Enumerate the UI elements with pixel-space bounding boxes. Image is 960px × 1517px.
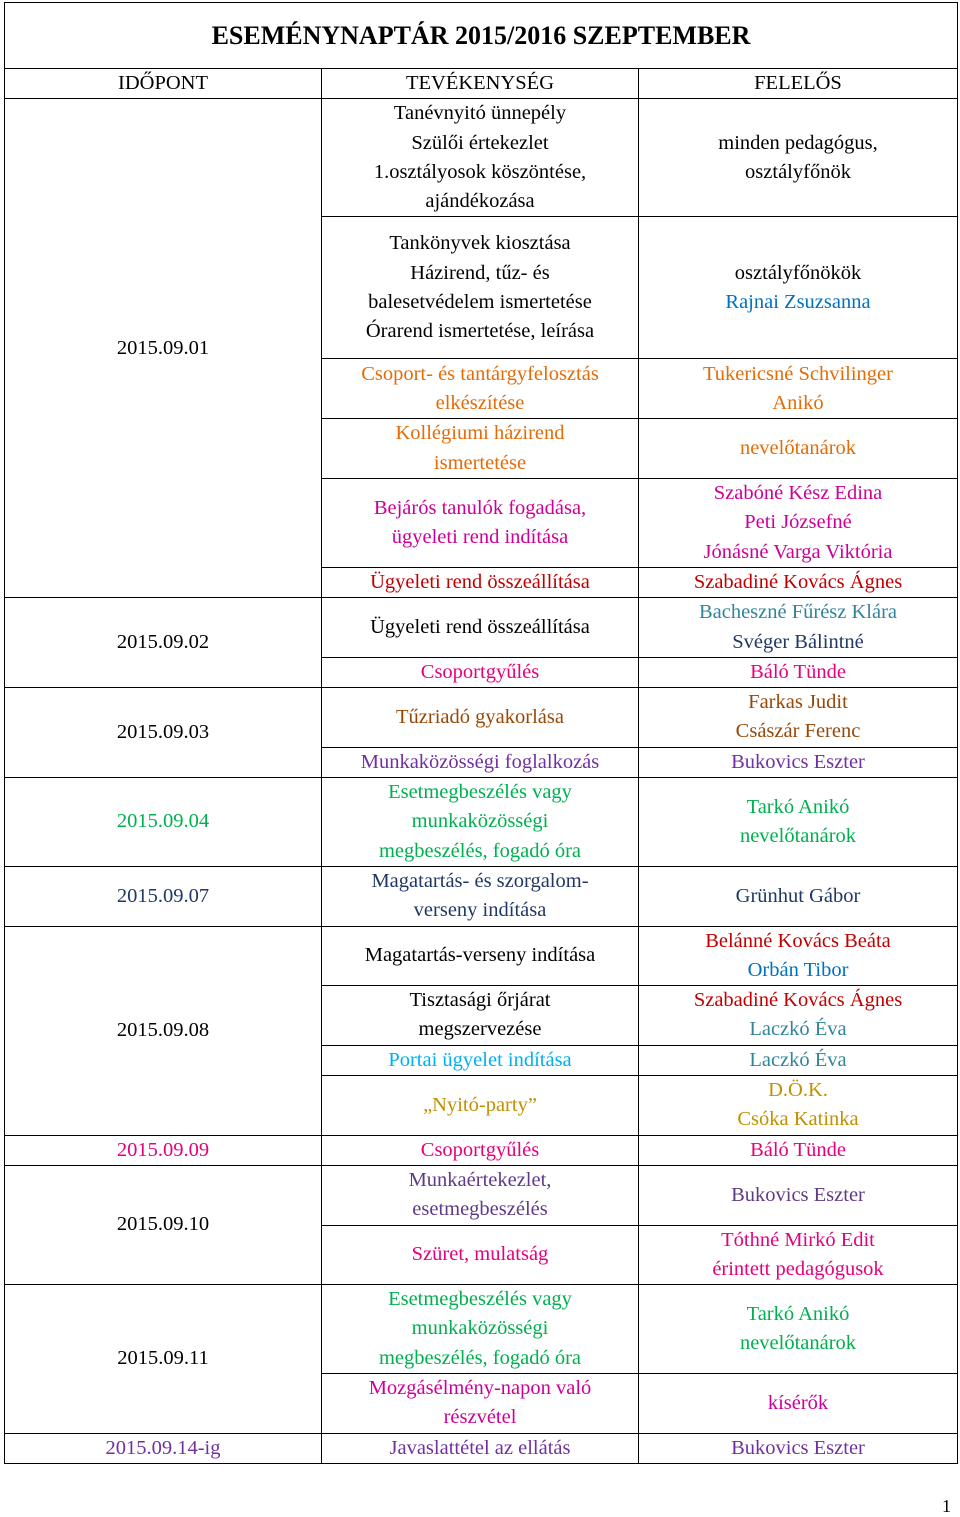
text-line: Tarkó Anikó bbox=[746, 795, 850, 818]
text-line: munkaközösségi bbox=[411, 810, 549, 833]
text-line: Munkaértekezlet, bbox=[408, 1168, 552, 1191]
page-number: 1 bbox=[942, 1496, 951, 1516]
text-line: Ügyeleti rend összeállítása bbox=[370, 615, 590, 638]
text-line: Magatartás- és szorgalom- bbox=[371, 869, 589, 892]
responsible-cell bbox=[639, 1135, 958, 1165]
text-line: Szabadiné Kovács Ágnes bbox=[693, 989, 903, 1012]
date-cell: 2015.09.02 bbox=[5, 598, 322, 688]
text-line: nevelőtanárok bbox=[739, 437, 857, 460]
text-line: Belánné Kovács Beáta bbox=[705, 929, 891, 952]
responsible-cell bbox=[639, 479, 958, 568]
text-line: 1.osztályosok köszöntése, bbox=[373, 160, 587, 183]
date-cell: 2015.09.09 bbox=[5, 1135, 322, 1165]
activity-cell bbox=[322, 1433, 639, 1463]
text-line: Svéger Bálintné bbox=[732, 630, 864, 653]
text-line: Tankönyvek kiosztása bbox=[389, 232, 571, 255]
responsible-cell bbox=[639, 926, 958, 986]
responsible-cell bbox=[639, 1225, 958, 1285]
activity-cell bbox=[322, 99, 639, 217]
text-line: Házirend, tűz- és bbox=[410, 261, 550, 284]
header-date: IDŐPONT bbox=[5, 69, 322, 99]
text-line: Tisztasági őrjárat bbox=[409, 989, 551, 1012]
responsible-cell bbox=[639, 1285, 958, 1374]
activity-cell bbox=[322, 419, 639, 479]
activity-cell bbox=[322, 1225, 639, 1285]
text-line: megbeszélés, fogadó óra bbox=[378, 839, 582, 862]
activity-cell bbox=[322, 747, 639, 777]
activity-cell bbox=[322, 688, 639, 748]
text-line: nevelőtanárok bbox=[739, 824, 857, 847]
event-calendar-table bbox=[4, 2, 958, 1464]
date-cell: 2015.09.11 bbox=[5, 1285, 322, 1433]
text-line: Csoport- és tantárgyfelosztás bbox=[361, 362, 599, 385]
activity-cell bbox=[322, 1045, 639, 1075]
activity-cell bbox=[322, 1165, 639, 1225]
text-line: „Nyitó-party” bbox=[423, 1093, 537, 1116]
text-line: nevelőtanárok bbox=[739, 1332, 857, 1355]
text-line: megszervezése bbox=[418, 1018, 542, 1041]
text-line: Órarend ismertetése, leírása bbox=[365, 320, 595, 343]
responsible-cell bbox=[639, 567, 958, 597]
text-line: Csoportgyűlés bbox=[420, 1138, 540, 1161]
text-line: Farkas Judit bbox=[748, 691, 848, 714]
responsible-cell bbox=[639, 688, 958, 748]
activity-cell bbox=[322, 359, 639, 419]
responsible-cell bbox=[639, 747, 958, 777]
text-line: érintett pedagógusok bbox=[712, 1257, 884, 1280]
activity-cell bbox=[322, 1373, 639, 1433]
text-line: Munkaközösségi foglalkozás bbox=[360, 750, 600, 773]
text-line: osztályfőnök bbox=[745, 160, 851, 183]
date-cell: 2015.09.10 bbox=[5, 1165, 322, 1284]
calendar-title: ESEMÉNYNAPTÁR 2015/2016 SZEPTEMBER bbox=[5, 3, 958, 69]
responsible-cell bbox=[639, 657, 958, 687]
date-cell: 2015.09.01 bbox=[5, 99, 322, 598]
activity-cell bbox=[322, 1135, 639, 1165]
text-line: esetmegbeszélés bbox=[412, 1198, 548, 1221]
date-cell: 2015.09.04 bbox=[5, 778, 322, 867]
activity-cell bbox=[322, 926, 639, 986]
activity-cell bbox=[322, 598, 639, 658]
text-line: ügyeleti rend indítása bbox=[391, 526, 569, 549]
text-line: Peti Józsefné bbox=[744, 511, 852, 534]
text-line: Tűzriadó gyakorlása bbox=[396, 705, 564, 728]
date-cell: 2015.09.03 bbox=[5, 688, 322, 778]
text-line: elkészítése bbox=[435, 391, 525, 414]
responsible-cell bbox=[639, 1373, 958, 1433]
text-line: Rajnai Zsuzsanna bbox=[725, 290, 871, 313]
activity-cell bbox=[322, 567, 639, 597]
text-line: Szabóné Kész Edina bbox=[713, 482, 883, 505]
text-line: Tóthné Mirkó Edit bbox=[721, 1228, 875, 1251]
text-line: Portai ügyelet indítása bbox=[388, 1048, 572, 1071]
text-line: Javaslattétel az ellátás bbox=[389, 1436, 571, 1459]
text-line: Báló Tünde bbox=[750, 660, 846, 683]
text-line: Kollégiumi házirend bbox=[395, 422, 565, 445]
text-line: Császár Ferenc bbox=[735, 720, 861, 743]
activity-cell bbox=[322, 986, 639, 1046]
text-line: Mozgásélmény-napon való bbox=[368, 1376, 592, 1399]
text-line: Magatartás-verseny indítása bbox=[364, 944, 596, 967]
responsible-cell bbox=[639, 986, 958, 1046]
date-cell: 2015.09.08 bbox=[5, 926, 322, 1135]
text-line: Tanévnyitó ünnepély bbox=[393, 102, 567, 125]
text-line: Tarkó Anikó bbox=[746, 1302, 850, 1325]
text-line: Grünhut Gábor bbox=[735, 884, 861, 907]
responsible-cell bbox=[639, 1433, 958, 1463]
responsible-cell bbox=[639, 866, 958, 926]
text-line: ajándékozása bbox=[425, 190, 535, 213]
text-line: balesetvédelem ismertetése bbox=[368, 290, 592, 313]
activity-cell bbox=[322, 217, 639, 359]
responsible-cell bbox=[639, 778, 958, 867]
text-line: Anikó bbox=[772, 391, 824, 414]
responsible-cell bbox=[639, 217, 958, 359]
text-line: verseny indítása bbox=[413, 899, 547, 922]
text-line: Bukovics Eszter bbox=[731, 1436, 865, 1459]
activity-cell bbox=[322, 866, 639, 926]
text-line: Bukovics Eszter bbox=[731, 750, 865, 773]
responsible-cell bbox=[639, 598, 958, 658]
responsible-cell bbox=[639, 359, 958, 419]
text-line: Bukovics Eszter bbox=[731, 1183, 865, 1206]
text-line: Ügyeleti rend összeállítása bbox=[370, 570, 590, 593]
text-line: Jónásné Varga Viktória bbox=[703, 540, 893, 563]
text-line: részvétel bbox=[443, 1406, 517, 1429]
activity-cell bbox=[322, 479, 639, 568]
text-line: Csóka Katinka bbox=[737, 1108, 859, 1131]
responsible-cell bbox=[639, 419, 958, 479]
responsible-cell bbox=[639, 1045, 958, 1075]
header-responsible: FELELŐS bbox=[639, 69, 958, 99]
text-line: Szabadiné Kovács Ágnes bbox=[693, 570, 903, 593]
activity-cell bbox=[322, 1285, 639, 1374]
text-line: Báló Tünde bbox=[750, 1138, 846, 1161]
text-line: Szülői értekezlet bbox=[411, 131, 549, 154]
date-cell: 2015.09.07 bbox=[5, 866, 322, 926]
date-cell: 2015.09.14-ig bbox=[5, 1433, 322, 1463]
text-line: D.Ö.K. bbox=[768, 1079, 828, 1102]
responsible-cell bbox=[639, 1076, 958, 1136]
text-line: Orbán Tibor bbox=[747, 958, 849, 981]
text-line: Tukericsné Schvilinger bbox=[703, 362, 893, 385]
text-line: Csoportgyűlés bbox=[420, 660, 540, 683]
responsible-cell bbox=[639, 99, 958, 217]
text-line: megbeszélés, fogadó óra bbox=[378, 1346, 582, 1369]
text-line: Bejárós tanulók fogadása, bbox=[373, 496, 587, 519]
text-line: Laczkó Éva bbox=[749, 1048, 847, 1071]
text-line: minden pedagógus, bbox=[718, 131, 878, 154]
responsible-cell bbox=[639, 1165, 958, 1225]
text-line: Laczkó Éva bbox=[749, 1018, 847, 1041]
header-activity: TEVÉKENYSÉG bbox=[322, 69, 639, 99]
activity-cell bbox=[322, 1076, 639, 1136]
activity-cell bbox=[322, 778, 639, 867]
text-line: Bacheszné Fűrész Klára bbox=[698, 601, 898, 624]
text-line: kísérők bbox=[767, 1391, 829, 1414]
text-line: osztályfőnökök bbox=[734, 261, 862, 284]
activity-cell bbox=[322, 657, 639, 687]
text-line: Szüret, mulatság bbox=[411, 1243, 549, 1266]
text-line: ismertetése bbox=[433, 451, 527, 474]
text-line: munkaközösségi bbox=[411, 1317, 549, 1340]
text-line: Esetmegbeszélés vagy bbox=[388, 1288, 572, 1311]
text-line: Esetmegbeszélés vagy bbox=[388, 781, 572, 804]
